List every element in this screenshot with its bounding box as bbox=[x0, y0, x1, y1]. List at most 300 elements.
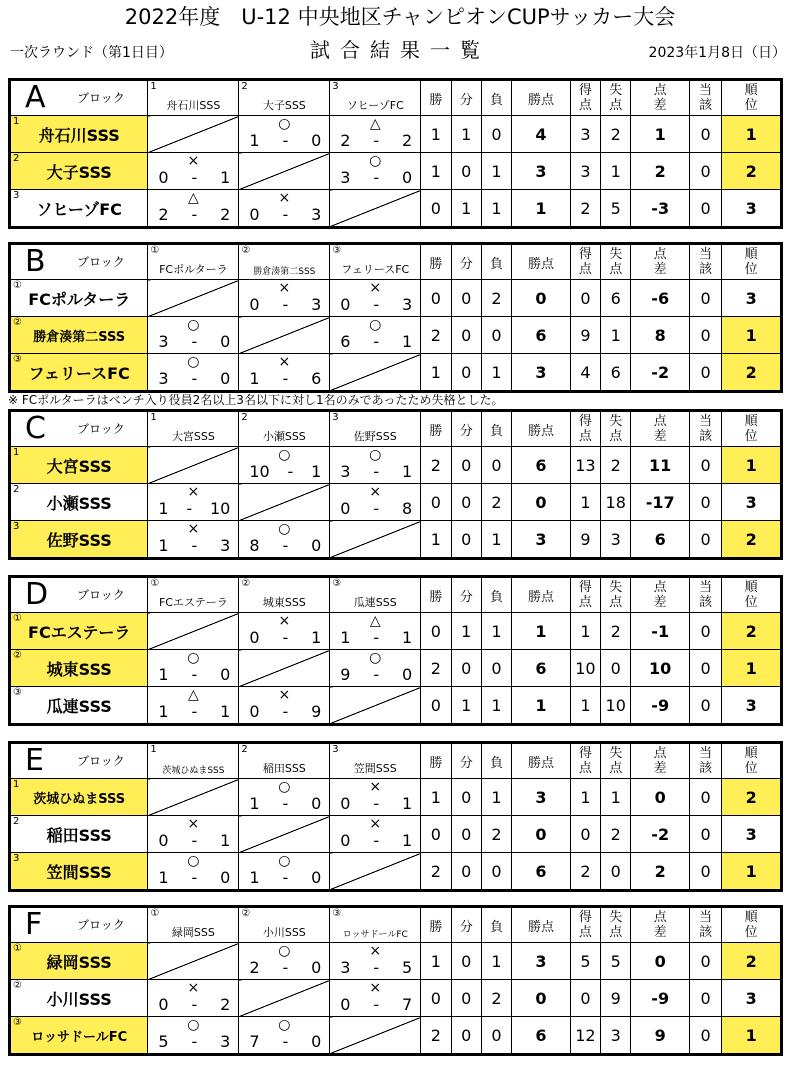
stat-cell-3: 6 bbox=[512, 317, 571, 354]
opponent-header-2 bbox=[239, 81, 330, 116]
stat-cell-7: 0 bbox=[689, 354, 721, 391]
stat-cell-4: 10 bbox=[570, 650, 600, 687]
stat-cell-7: 0 bbox=[689, 153, 721, 190]
team-number: 3 bbox=[13, 521, 20, 532]
stat-cell-6: 2 bbox=[631, 153, 690, 190]
result-mark: × bbox=[278, 687, 291, 703]
result-mark: × bbox=[187, 153, 200, 169]
team-number: ③ bbox=[13, 1017, 22, 1028]
team-number: 1 bbox=[150, 81, 157, 92]
team-name-cell bbox=[11, 613, 148, 650]
stat-cell-0: 1 bbox=[421, 116, 451, 153]
team-number: ② bbox=[241, 245, 251, 256]
stat-cell-1: 0 bbox=[451, 521, 481, 558]
team-name: 城東SSS bbox=[46, 659, 112, 679]
team-name-cell bbox=[11, 943, 148, 980]
col-header-8: 順 位 bbox=[722, 81, 781, 116]
stat-cell-6: -2 bbox=[631, 354, 690, 391]
team-name-cell bbox=[11, 853, 148, 890]
match-score: 0 - 3 bbox=[249, 295, 322, 314]
col-header-1: 分 bbox=[451, 908, 481, 943]
stat-cell-2: 1 bbox=[481, 779, 511, 816]
result-mark: ○ bbox=[369, 153, 382, 169]
stat-cell-0: 1 bbox=[421, 153, 451, 190]
result-mark: △ bbox=[188, 190, 199, 206]
match-score: 0 - 3 bbox=[249, 205, 322, 224]
result-mark: × bbox=[187, 980, 200, 996]
col-header-8: 順 位 bbox=[722, 245, 781, 280]
stat-cell-1: 0 bbox=[451, 317, 481, 354]
team-name: フェリースFC bbox=[28, 363, 130, 383]
stat-cell-0: 0 bbox=[421, 980, 451, 1017]
team-name-cell bbox=[11, 354, 148, 391]
stat-cell-0: 1 bbox=[421, 943, 451, 980]
stat-cell-3: 1 bbox=[512, 687, 571, 724]
stat-cell-3: 4 bbox=[512, 116, 571, 153]
col-header-0: 勝 bbox=[421, 578, 451, 613]
team-number: ② bbox=[13, 980, 22, 991]
col-header-0: 勝 bbox=[421, 245, 451, 280]
rank-cell: 2 bbox=[722, 521, 781, 558]
match-score: 9 - 0 bbox=[340, 665, 413, 684]
team-name-cell bbox=[11, 447, 148, 484]
opponent-name: 緑岡SSS bbox=[171, 926, 215, 939]
opponent-header-1 bbox=[148, 908, 239, 943]
match-result-cell bbox=[330, 816, 421, 853]
match-result-cell bbox=[239, 447, 330, 484]
col-header-4: 得 点 bbox=[570, 908, 600, 943]
self-match-cell bbox=[239, 484, 330, 521]
col-header-0: 勝 bbox=[421, 81, 451, 116]
stat-cell-5: 2 bbox=[601, 447, 631, 484]
opponent-name: 大子SSS bbox=[262, 99, 306, 112]
team-name: 佐野SSS bbox=[46, 530, 112, 550]
match-score: 0 - 1 bbox=[249, 628, 322, 647]
rank-cell: 3 bbox=[722, 816, 781, 853]
col-header-3: 勝点 bbox=[512, 412, 571, 447]
stat-cell-5: 6 bbox=[601, 354, 631, 391]
team-row bbox=[11, 484, 781, 521]
match-result-cell bbox=[148, 190, 239, 227]
team-number: 1 bbox=[13, 116, 20, 127]
match-score: 0 - 1 bbox=[158, 168, 231, 187]
match-score: 1 - 6 bbox=[249, 369, 322, 388]
stat-cell-0: 1 bbox=[421, 521, 451, 558]
stat-cell-4: 1 bbox=[570, 687, 600, 724]
team-number: 3 bbox=[332, 744, 339, 755]
team-name-cell bbox=[11, 280, 148, 317]
stat-cell-3: 0 bbox=[512, 280, 571, 317]
stat-cell-6: -1 bbox=[631, 613, 690, 650]
match-score: 1 - 0 bbox=[249, 131, 322, 150]
opponent-name: ロッサドールFC bbox=[342, 930, 408, 940]
stat-cell-2: 2 bbox=[481, 980, 511, 1017]
stat-cell-4: 13 bbox=[570, 447, 600, 484]
stat-cell-1: 0 bbox=[451, 650, 481, 687]
block-header-cell bbox=[11, 81, 148, 116]
stat-cell-7: 0 bbox=[689, 280, 721, 317]
opponent-name: 舟石川SSS bbox=[166, 99, 221, 112]
match-score: 3 - 0 bbox=[158, 369, 231, 388]
opponent-header-1 bbox=[148, 412, 239, 447]
block-letter: B bbox=[25, 244, 46, 279]
stat-cell-4: 1 bbox=[570, 613, 600, 650]
opponent-header-1 bbox=[148, 744, 239, 779]
match-score: 3 - 1 bbox=[340, 462, 413, 481]
col-header-5: 失 点 bbox=[601, 245, 631, 280]
col-header-3: 勝点 bbox=[512, 245, 571, 280]
stat-cell-6: 8 bbox=[631, 317, 690, 354]
stat-cell-6: -6 bbox=[631, 280, 690, 317]
match-score: 3 - 0 bbox=[340, 168, 413, 187]
match-score: 5 - 3 bbox=[158, 1032, 231, 1051]
self-match-cell bbox=[239, 317, 330, 354]
team-number: ① bbox=[150, 908, 160, 919]
match-result-cell bbox=[239, 687, 330, 724]
opponent-name: 小瀬SSS bbox=[262, 430, 306, 443]
team-name-cell bbox=[11, 1017, 148, 1054]
result-mark: × bbox=[187, 816, 200, 832]
opponent-header-3 bbox=[330, 412, 421, 447]
col-header-6: 点 差 bbox=[631, 81, 690, 116]
block-header-cell bbox=[11, 744, 148, 779]
opponent-name: 稲田SSS bbox=[262, 762, 306, 775]
col-header-6: 点 差 bbox=[631, 744, 690, 779]
team-number: 3 bbox=[13, 190, 20, 201]
match-score: 1 - 1 bbox=[340, 628, 413, 647]
opponent-header-2 bbox=[239, 578, 330, 613]
stat-cell-7: 0 bbox=[689, 484, 721, 521]
stat-cell-7: 0 bbox=[689, 190, 721, 227]
match-score: 1 - 1 bbox=[158, 702, 231, 721]
col-header-8: 順 位 bbox=[722, 412, 781, 447]
stat-cell-1: 0 bbox=[451, 447, 481, 484]
team-name-cell bbox=[11, 779, 148, 816]
match-date: 2023年1月8日（日） bbox=[648, 45, 786, 61]
self-match-cell bbox=[148, 943, 239, 980]
result-mark: × bbox=[278, 190, 291, 206]
rank-cell: 1 bbox=[722, 650, 781, 687]
stat-cell-7: 0 bbox=[689, 521, 721, 558]
block-header-cell bbox=[11, 245, 148, 280]
team-row bbox=[11, 613, 781, 650]
disqualification-note: ※ FCポルターラはベンチ入り役員2名以上3名以下に対し1名のみであったため失格とした。 bbox=[8, 393, 504, 407]
match-result-cell bbox=[148, 354, 239, 391]
team-number: ③ bbox=[13, 354, 22, 365]
result-mark: × bbox=[187, 521, 200, 537]
stat-cell-1: 0 bbox=[451, 354, 481, 391]
col-header-4: 得 点 bbox=[570, 81, 600, 116]
match-score: 1 - 3 bbox=[158, 536, 231, 555]
team-name: 勝倉湊第二SSS bbox=[33, 329, 126, 345]
match-result-cell bbox=[239, 280, 330, 317]
stat-cell-7: 0 bbox=[689, 1017, 721, 1054]
stat-cell-3: 6 bbox=[512, 1017, 571, 1054]
match-result-cell bbox=[330, 447, 421, 484]
match-result-cell bbox=[148, 980, 239, 1017]
col-header-2: 負 bbox=[481, 412, 511, 447]
col-header-4: 得 点 bbox=[570, 412, 600, 447]
team-name-cell bbox=[11, 816, 148, 853]
col-header-3: 勝点 bbox=[512, 744, 571, 779]
match-result-cell bbox=[239, 1017, 330, 1054]
match-result-cell bbox=[330, 484, 421, 521]
stat-cell-4: 1 bbox=[570, 484, 600, 521]
stat-cell-5: 3 bbox=[601, 521, 631, 558]
match-score: 0 - 9 bbox=[249, 702, 322, 721]
team-number: ③ bbox=[332, 908, 342, 919]
result-mark: ○ bbox=[187, 354, 200, 370]
match-score: 2 - 2 bbox=[340, 131, 413, 150]
stat-cell-4: 2 bbox=[570, 853, 600, 890]
stat-cell-2: 1 bbox=[481, 153, 511, 190]
self-match-cell bbox=[330, 354, 421, 391]
team-row bbox=[11, 779, 781, 816]
header-row bbox=[11, 412, 781, 447]
stat-cell-3: 3 bbox=[512, 779, 571, 816]
stat-cell-3: 1 bbox=[512, 613, 571, 650]
result-mark: ○ bbox=[278, 1017, 291, 1033]
stat-cell-2: 1 bbox=[481, 190, 511, 227]
team-name: ソヒーゾFC bbox=[36, 199, 122, 219]
team-number: 2 bbox=[241, 412, 248, 423]
stat-cell-6: 11 bbox=[631, 447, 690, 484]
block-b bbox=[8, 242, 783, 393]
opponent-name: 瓜連SSS bbox=[353, 596, 397, 609]
stat-cell-1: 0 bbox=[451, 779, 481, 816]
stat-cell-4: 2 bbox=[570, 190, 600, 227]
stat-cell-0: 2 bbox=[421, 650, 451, 687]
self-match-cell bbox=[239, 816, 330, 853]
stat-cell-5: 2 bbox=[601, 613, 631, 650]
stat-cell-2: 1 bbox=[481, 943, 511, 980]
rank-cell: 2 bbox=[722, 153, 781, 190]
stat-cell-7: 0 bbox=[689, 650, 721, 687]
block-letter: C bbox=[25, 411, 46, 446]
opponent-header-2 bbox=[239, 744, 330, 779]
stat-cell-5: 2 bbox=[601, 816, 631, 853]
col-header-4: 得 点 bbox=[570, 578, 600, 613]
stat-cell-2: 1 bbox=[481, 613, 511, 650]
team-row bbox=[11, 116, 781, 153]
col-header-7: 当 該 bbox=[689, 81, 721, 116]
stat-cell-4: 12 bbox=[570, 1017, 600, 1054]
stat-cell-2: 0 bbox=[481, 853, 511, 890]
match-score: 2 - 2 bbox=[158, 205, 231, 224]
block-f bbox=[8, 905, 783, 1056]
col-header-1: 分 bbox=[451, 245, 481, 280]
opponent-header-2 bbox=[239, 245, 330, 280]
stat-cell-1: 1 bbox=[451, 613, 481, 650]
match-score: 0 - 7 bbox=[340, 995, 413, 1014]
stat-cell-0: 0 bbox=[421, 190, 451, 227]
team-name: 大宮SSS bbox=[46, 456, 112, 476]
team-number: ② bbox=[241, 578, 251, 589]
stat-cell-3: 6 bbox=[512, 650, 571, 687]
stat-cell-7: 0 bbox=[689, 317, 721, 354]
result-mark: ○ bbox=[278, 447, 291, 463]
stat-cell-1: 0 bbox=[451, 1017, 481, 1054]
self-match-cell bbox=[330, 687, 421, 724]
team-name-cell bbox=[11, 153, 148, 190]
team-number: ① bbox=[13, 280, 22, 291]
rank-cell: 1 bbox=[722, 447, 781, 484]
round-label: 一次ラウンド（第1日目） bbox=[10, 45, 173, 61]
stat-cell-6: 9 bbox=[631, 1017, 690, 1054]
stat-cell-4: 3 bbox=[570, 116, 600, 153]
result-mark: ○ bbox=[369, 447, 382, 463]
match-score: 1 - 10 bbox=[158, 499, 231, 518]
self-match-cell bbox=[239, 153, 330, 190]
stat-cell-3: 0 bbox=[512, 980, 571, 1017]
stat-cell-6: 0 bbox=[631, 943, 690, 980]
col-header-2: 負 bbox=[481, 744, 511, 779]
result-mark: △ bbox=[369, 613, 381, 629]
opponent-header-1 bbox=[148, 578, 239, 613]
col-header-8: 順 位 bbox=[722, 578, 781, 613]
stat-cell-2: 0 bbox=[481, 447, 511, 484]
match-result-cell bbox=[330, 153, 421, 190]
match-score: 6 - 1 bbox=[340, 332, 413, 351]
stat-cell-1: 0 bbox=[451, 484, 481, 521]
col-header-1: 分 bbox=[451, 578, 481, 613]
team-number: 3 bbox=[332, 81, 339, 92]
result-mark: × bbox=[278, 354, 291, 370]
results-table bbox=[10, 244, 781, 391]
rank-cell: 2 bbox=[722, 943, 781, 980]
match-score: 0 - 1 bbox=[340, 831, 413, 850]
page-subtitle: 試合結果一覧 bbox=[310, 38, 490, 62]
match-score: 3 - 5 bbox=[340, 958, 413, 977]
stat-cell-3: 3 bbox=[512, 153, 571, 190]
stat-cell-4: 0 bbox=[570, 980, 600, 1017]
team-number: 2 bbox=[241, 744, 248, 755]
match-result-cell bbox=[239, 943, 330, 980]
match-result-cell bbox=[330, 613, 421, 650]
header-row bbox=[11, 245, 781, 280]
rank-cell: 3 bbox=[722, 280, 781, 317]
block-label: ブロック bbox=[77, 918, 125, 932]
stat-cell-5: 5 bbox=[601, 190, 631, 227]
match-result-cell bbox=[239, 521, 330, 558]
col-header-0: 勝 bbox=[421, 908, 451, 943]
team-number: ① bbox=[13, 613, 22, 624]
opponent-name: FCエステーラ bbox=[158, 596, 228, 609]
block-label: ブロック bbox=[77, 255, 125, 269]
col-header-6: 点 差 bbox=[631, 908, 690, 943]
results-table bbox=[10, 80, 781, 227]
stat-cell-3: 1 bbox=[512, 190, 571, 227]
col-header-7: 当 該 bbox=[689, 578, 721, 613]
team-row bbox=[11, 521, 781, 558]
stat-cell-7: 0 bbox=[689, 687, 721, 724]
self-match-cell bbox=[239, 650, 330, 687]
col-header-2: 負 bbox=[481, 81, 511, 116]
stat-cell-4: 1 bbox=[570, 779, 600, 816]
opponent-header-3 bbox=[330, 245, 421, 280]
match-result-cell bbox=[330, 116, 421, 153]
match-result-cell bbox=[148, 816, 239, 853]
team-name-cell bbox=[11, 484, 148, 521]
opponent-header-3 bbox=[330, 908, 421, 943]
team-number: ③ bbox=[13, 687, 22, 698]
team-number: 2 bbox=[241, 81, 248, 92]
match-result-cell bbox=[330, 650, 421, 687]
result-mark: × bbox=[369, 779, 382, 795]
stat-cell-2: 0 bbox=[481, 650, 511, 687]
col-header-2: 負 bbox=[481, 908, 511, 943]
opponent-name: 小川SSS bbox=[262, 926, 306, 939]
team-name: 稲田SSS bbox=[46, 825, 112, 845]
match-result-cell bbox=[148, 687, 239, 724]
match-score: 0 - 1 bbox=[158, 831, 231, 850]
col-header-3: 勝点 bbox=[512, 908, 571, 943]
match-result-cell bbox=[330, 980, 421, 1017]
opponent-name: 大宮SSS bbox=[171, 430, 215, 443]
team-name-cell bbox=[11, 317, 148, 354]
opponent-name: 城東SSS bbox=[262, 596, 306, 609]
stat-cell-1: 0 bbox=[451, 816, 481, 853]
stat-cell-7: 0 bbox=[689, 816, 721, 853]
rank-cell: 2 bbox=[722, 779, 781, 816]
col-header-8: 順 位 bbox=[722, 908, 781, 943]
match-score: 10 - 1 bbox=[249, 462, 322, 481]
stat-cell-5: 1 bbox=[601, 779, 631, 816]
col-header-8: 順 位 bbox=[722, 744, 781, 779]
team-number: ② bbox=[13, 650, 22, 661]
team-name: FCポルターラ bbox=[28, 289, 131, 309]
col-header-0: 勝 bbox=[421, 412, 451, 447]
team-number: ② bbox=[13, 317, 22, 328]
result-mark: ○ bbox=[369, 317, 382, 333]
match-score: 1 - 0 bbox=[158, 665, 231, 684]
match-result-cell bbox=[330, 280, 421, 317]
col-header-4: 得 点 bbox=[570, 744, 600, 779]
stat-cell-0: 2 bbox=[421, 1017, 451, 1054]
header-row bbox=[11, 578, 781, 613]
team-number: 1 bbox=[150, 744, 157, 755]
team-number: ① bbox=[150, 578, 160, 589]
col-header-3: 勝点 bbox=[512, 578, 571, 613]
team-name: 茨城ひぬまSSS bbox=[33, 791, 126, 807]
header-row bbox=[11, 81, 781, 116]
self-match-cell bbox=[148, 779, 239, 816]
result-mark: ○ bbox=[187, 853, 200, 869]
rank-cell: 3 bbox=[722, 980, 781, 1017]
stat-cell-6: 10 bbox=[631, 650, 690, 687]
stat-cell-2: 0 bbox=[481, 116, 511, 153]
match-result-cell bbox=[239, 779, 330, 816]
team-name-cell bbox=[11, 687, 148, 724]
opponent-header-3 bbox=[330, 578, 421, 613]
result-mark: × bbox=[369, 943, 382, 959]
stat-cell-6: -3 bbox=[631, 190, 690, 227]
col-header-1: 分 bbox=[451, 744, 481, 779]
match-score: 2 - 0 bbox=[249, 958, 322, 977]
result-mark: ○ bbox=[278, 521, 291, 537]
stat-cell-2: 1 bbox=[481, 521, 511, 558]
team-name: 小川SSS bbox=[46, 989, 112, 1009]
match-result-cell bbox=[239, 190, 330, 227]
stat-cell-7: 0 bbox=[689, 613, 721, 650]
stat-cell-3: 3 bbox=[512, 943, 571, 980]
match-result-cell bbox=[148, 317, 239, 354]
col-header-0: 勝 bbox=[421, 744, 451, 779]
stat-cell-5: 1 bbox=[601, 317, 631, 354]
team-number: ① bbox=[150, 245, 160, 256]
stat-cell-6: 6 bbox=[631, 521, 690, 558]
team-row bbox=[11, 816, 781, 853]
